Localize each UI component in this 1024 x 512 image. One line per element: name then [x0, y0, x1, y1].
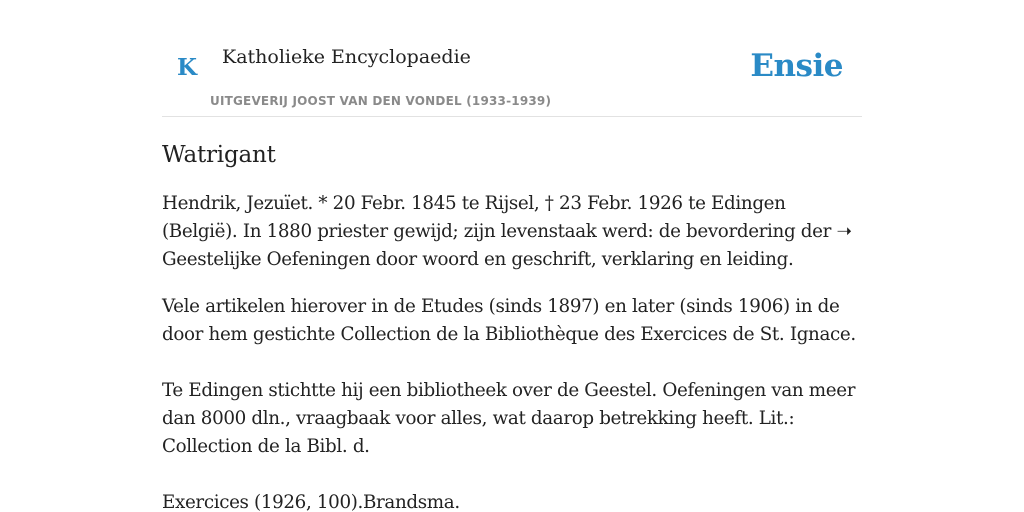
- article-title: Watrigant: [162, 142, 276, 168]
- site-header: [162, 0, 862, 117]
- article-paragraph: Exercices (1926, 100).Brandsma.: [162, 492, 460, 512]
- article-paragraph: Vele artikelen hierover in de Etudes (sinds 1897) en later (sinds 1906) in de door hem gestichte Collection de la Bibliothèque des Exercices de St. Ignace.: [162, 296, 856, 345]
- article-paragraph: Hendrik, Jezuïet. * 20 Febr. 1845 te Rijsel, † 23 Febr. 1926 te Edingen (België). In 1880 priester gewijd; zijn levenstaak werd: de bevordering der ➝ Geestelijke Oefeningen door woord en geschrift, verklaring en leiding.: [162, 193, 852, 270]
- publication-subtitle: UITGEVERIJ JOOST VAN DEN VONDEL (1933-1939): [210, 94, 552, 108]
- article-paragraph: Te Edingen stichtte hij een bibliotheek over de Geestel. Oefeningen van meer dan 8000 dln., vraagbaak voor alles, wat daarop betrekking heeft. Lit.: Collection de la Bibl. d.: [162, 380, 856, 457]
- article: [162, 140, 862, 512]
- publication-title[interactable]: Katholieke Encyclopaedie: [222, 46, 471, 68]
- encyclopedia-logo-icon[interactable]: K: [177, 54, 197, 81]
- ensie-brand-logo[interactable]: Ensie: [750, 48, 843, 84]
